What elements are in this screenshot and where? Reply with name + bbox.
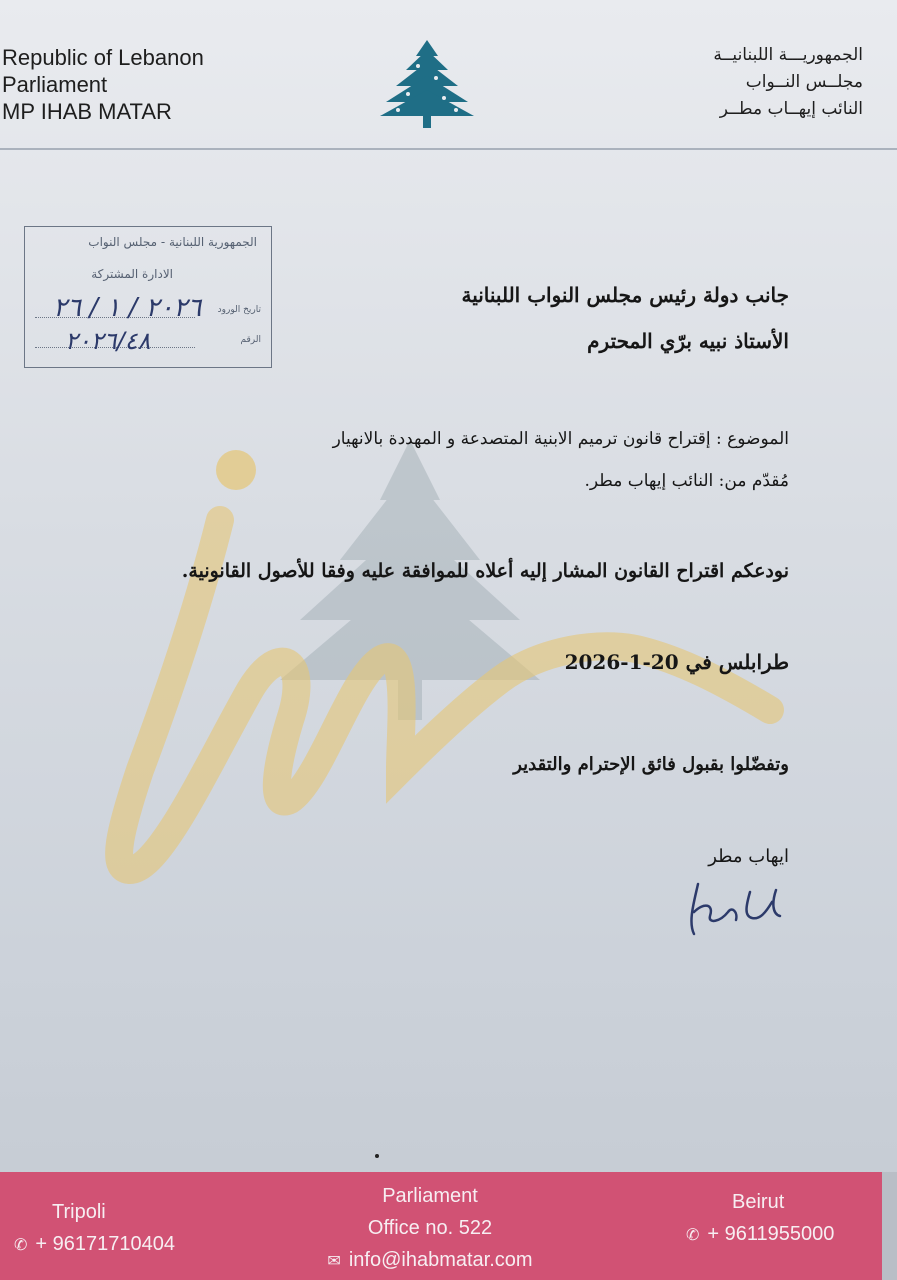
header-institution: Parliament: [2, 72, 108, 97]
registry-stamp: [24, 226, 272, 368]
handwritten-signature: [680, 872, 792, 942]
header-institution-ar: مجلــس النــواب: [745, 72, 863, 92]
recipient-block: [461, 272, 789, 364]
beirut-phone-text: + 9611955000: [707, 1223, 835, 1245]
recipient-name: الأستاذ نبيه برّي المحترم: [587, 329, 789, 353]
stamp-handwritten-number: ٢٠٢٦/٤٨: [65, 327, 151, 355]
stamp-date-label: تاريخ الورود: [217, 305, 261, 315]
envelope-icon: ✉: [327, 1253, 341, 1270]
cedar-tree-icon: [378, 38, 476, 130]
presented-by-line: مُقدّم من: النائب إيهاب مطر.: [584, 471, 789, 491]
header-country: Republic of Lebanon: [2, 45, 204, 70]
recipient-title: جانب دولة رئيس مجلس النواب اللبنانية: [461, 283, 789, 307]
stamp-handwritten-date: ٢٠٢٦ / ١ / ٢٦: [53, 293, 202, 323]
signer-name: ايهاب مطر: [708, 846, 789, 867]
header-mp-name: MP IHAB MATAR: [2, 99, 172, 124]
email-text: info@ihabmatar.com: [348, 1249, 533, 1271]
subject-line: الموضوع : إقتراح قانون ترميم الابنية المتصدعة و المهددة بالانهيار: [332, 429, 789, 449]
header-country-ar: الجمهوريـــة اللبنانيــة: [713, 45, 863, 65]
phone-icon: ✆: [14, 1237, 28, 1254]
closing-line: وتفضّلوا بقبول فائق الإحترام والتقدير: [513, 754, 789, 775]
header-arabic-block: [713, 42, 863, 123]
request-paragraph: نودعكم اقتراح القانون المشار إليه أعلاه للموافقة عليه وفقا للأصول القانونية.: [181, 560, 789, 582]
date-line: طرابلس في 20-1-2026: [564, 650, 789, 674]
footer-email: [0, 1246, 860, 1276]
page-edge: [882, 1172, 897, 1280]
tripoli-phone-text: + 96171710404: [35, 1233, 175, 1255]
header-english-block: [2, 44, 204, 125]
subject-block: [333, 418, 789, 502]
footer-office-number: Office no. 522: [367, 1217, 493, 1239]
stray-dot: [375, 1154, 379, 1158]
stamp-title: الجمهورية اللبنانية - مجلس النواب: [88, 235, 257, 249]
phone-icon: ✆: [686, 1227, 700, 1244]
footer-tripoli-label: Tripoli: [52, 1201, 106, 1223]
header-divider: [0, 148, 897, 150]
header-mp-name-ar: النائب إيهــاب مطــر: [719, 99, 863, 119]
letterhead-footer: [0, 1172, 882, 1280]
stamp-number-label: الرقم: [240, 335, 261, 345]
footer-parliament-label: Parliament: [382, 1185, 478, 1207]
footer-beirut-phone: [686, 1220, 834, 1250]
stamp-department: الادارة المشتركة: [91, 267, 173, 281]
footer-beirut-label: Beirut: [732, 1191, 785, 1213]
